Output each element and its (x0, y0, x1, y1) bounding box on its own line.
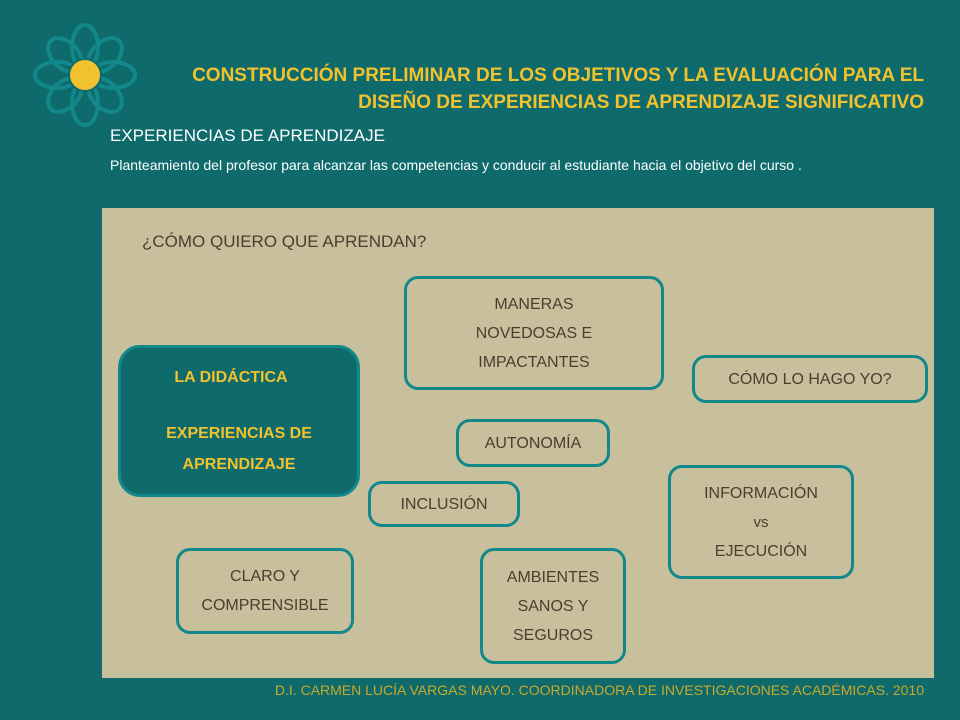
inclusion-box: INCLUSIÓN (368, 481, 520, 527)
ambientes-line-3: SEGUROS (512, 626, 593, 644)
title-line-1: CONSTRUCCIÓN PRELIMINAR DE LOS OBJETIVOS Y LA EVALUACIÓN PARA EL (192, 65, 924, 86)
autonomia-box: AUTONOMÍA (456, 419, 610, 467)
ambientes-box (480, 548, 626, 664)
didactica-line-1: LA DIDÁCTICA (174, 369, 288, 386)
maneras-line-3: IMPACTANTES (478, 353, 590, 371)
informacion-line-3: EJECUCIÓN (714, 542, 808, 560)
didactica-box (118, 345, 360, 497)
claro-line-1: CLARO Y (230, 568, 300, 585)
informacion-line-2: vs (753, 513, 769, 531)
content-panel (102, 208, 934, 678)
didactica-line-2: EXPERIENCIAS DE (166, 425, 312, 442)
ambientes-line-2: SANOS Y (517, 597, 589, 615)
maneras-line-2: NOVEDOSAS E (475, 324, 593, 342)
informacion-box (668, 465, 854, 579)
didactica-line-3: APRENDIZAJE (182, 456, 296, 473)
claro-line-2: COMPRENSIBLE (201, 597, 329, 614)
title-line-2: DISEÑO DE EXPERIENCIAS DE APRENDIZAJE SIGNIFICATIVO (358, 92, 924, 113)
panel-question: ¿CÓMO QUIERO QUE APRENDAN? (142, 232, 427, 251)
como-box: CÓMO LO HAGO YO? (692, 355, 928, 403)
footer-credit: D.I. CARMEN LUCÍA VARGAS MAYO. COORDINADORA DE INVESTIGACIONES ACADÉMICAS. 2010 (274, 682, 924, 698)
ambientes-line-1: AMBIENTES (506, 568, 600, 586)
informacion-line-1: INFORMACIÓN (704, 484, 818, 502)
maneras-line-1: MANERAS (494, 295, 574, 313)
section-description: Planteamiento del profesor para alcanzar las competencias y conducir al estudiante hacia el objetivo del curso . (110, 157, 802, 173)
flower-icon (30, 20, 140, 130)
claro-box (176, 548, 354, 634)
section-subtitle: EXPERIENCIAS DE APRENDIZAJE (110, 126, 385, 145)
page-title (144, 62, 924, 116)
maneras-box (404, 276, 664, 390)
